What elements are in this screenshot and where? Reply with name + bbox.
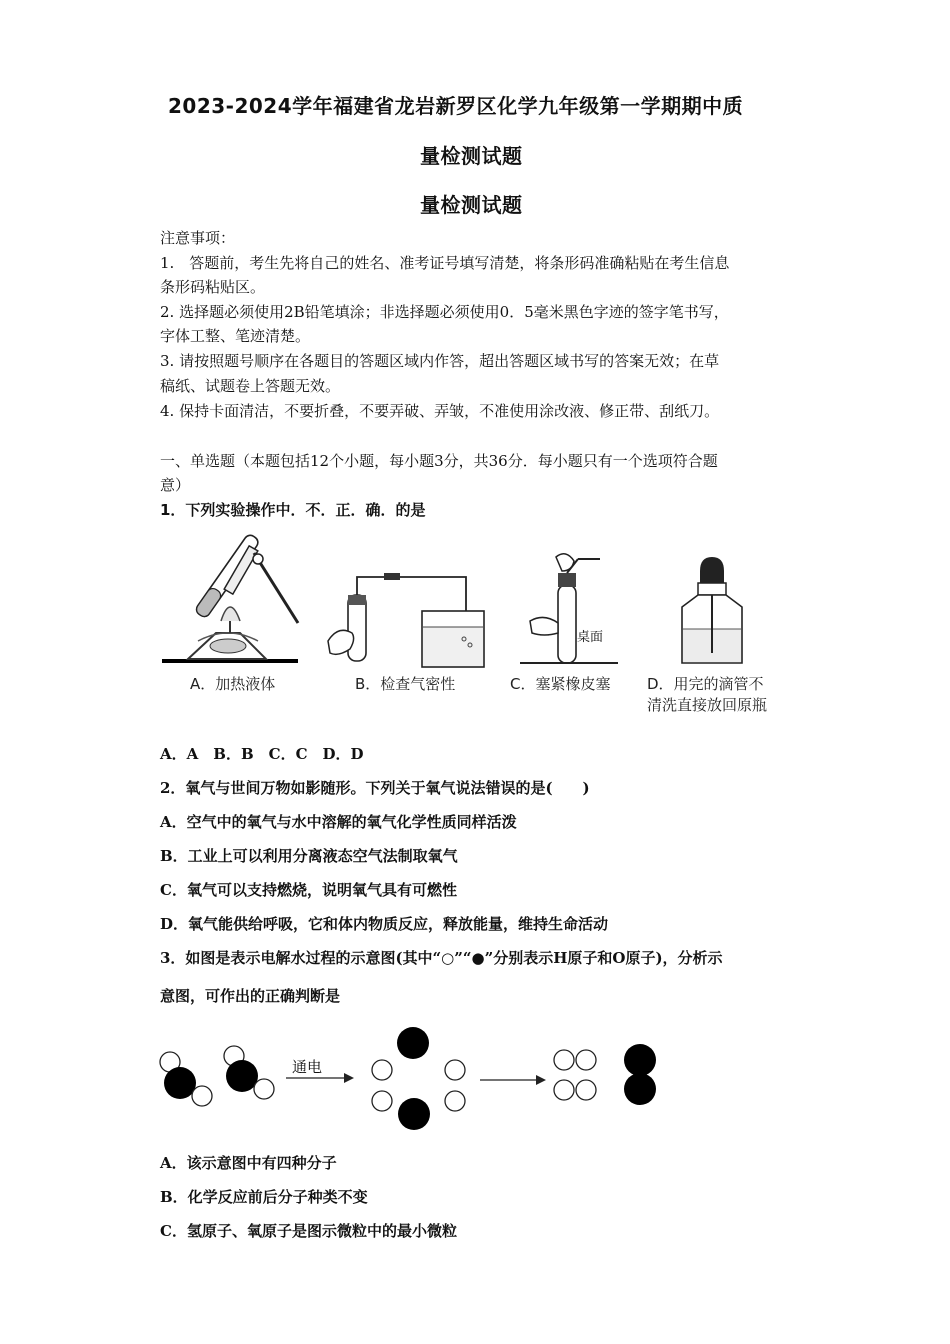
q3-option-a: A．该示意图中有四种分子 xyxy=(160,1154,337,1172)
q2-option-d: D．氧气能供给呼吸，它和体内物质反应，释放能量，维持生命活动 xyxy=(160,915,609,933)
q1-options: A．A B．B C．C D．D xyxy=(160,745,364,763)
figure-a-caption: A．加热液体 xyxy=(190,675,276,693)
figure-a-heating-liquid xyxy=(158,533,308,668)
notice-line: 2. 选择题必须使用2B铅笔填涂；非选择题必须使用0．5毫米黑色字迹的签字笔书写， xyxy=(160,303,729,321)
figure-d-caption-line2: 清洗直接放回原瓶 xyxy=(647,696,768,714)
q3-stem-line2: 意图，可作出的正确判断是 xyxy=(160,987,341,1005)
q2-option-a: A．空气中的氧气与水中溶解的氧气化学性质同样活泼 xyxy=(160,813,517,831)
notice-line: 稿纸、试题卷上答题无效。 xyxy=(160,377,341,395)
q2-option-c: C．氧气可以支持燃烧，说明氧气具有可燃性 xyxy=(160,881,457,899)
notice-line: 字体工整、笔迹清楚。 xyxy=(160,327,311,345)
figure-b-airtightness xyxy=(326,553,486,671)
document-title-line2: 量检测试题 xyxy=(420,144,523,168)
document-title-line1: 2023-2024学年福建省龙岩新罗区化学九年级第一学期期中质 xyxy=(168,94,744,118)
notice-heading: 注意事项： xyxy=(160,229,236,247)
figure-b-caption: B．检查气密性 xyxy=(355,675,456,693)
electrolysis-arrow-label: 通电 xyxy=(292,1058,323,1076)
section-heading-line2: 意） xyxy=(160,476,191,494)
document-title-line3: 量检测试题 xyxy=(420,193,523,217)
notice-line: 条形码粘贴区。 xyxy=(160,278,266,296)
q1-stem: 1．下列实验操作中．不．正．确．的是 xyxy=(160,501,426,519)
figure-c-desk-label: 桌面 xyxy=(577,630,604,645)
notice-line: 4. 保持卡面清洁，不要折叠，不要弄破、弄皱，不准使用涂改液、修正带、刮纸刀。 xyxy=(160,402,720,420)
section-heading-line1: 一、单选题（本题包括12个小题，每小题3分，共36分．每小题只有一个选项符合题 xyxy=(160,452,718,470)
figure-c-caption: C．塞紧橡皮塞 xyxy=(510,675,611,693)
figure-c-stopper xyxy=(518,553,628,671)
figure-d-caption-line1: D．用完的滴管不 xyxy=(647,675,764,693)
notice-line: 1. 答题前，考生先将自己的姓名、准考证号填写清楚，将条形码准确粘贴在考生信息 xyxy=(160,254,730,272)
figure-d-dropper-bottle xyxy=(672,557,772,667)
q3-option-b: B．化学反应前后分子种类不变 xyxy=(160,1188,368,1206)
q2-stem: 2．氧气与世间万物如影随形。下列关于氧气说法错误的是( ) xyxy=(160,779,590,797)
notice-line: 3. 请按照题号顺序在各题目的答题区域内作答，超出答题区域书写的答案无效；在草 xyxy=(160,352,720,370)
q2-option-b: B．工业上可以利用分离液态空气法制取氧气 xyxy=(160,847,458,865)
electrolysis-diagram xyxy=(158,1026,678,1136)
q3-stem-line1: 3．如图是表示电解水过程的示意图(其中“○”“●”分别表示H原子和O原子)，分析示 xyxy=(160,949,723,967)
q3-option-c: C．氢原子、氧原子是图示微粒中的最小微粒 xyxy=(160,1222,457,1240)
